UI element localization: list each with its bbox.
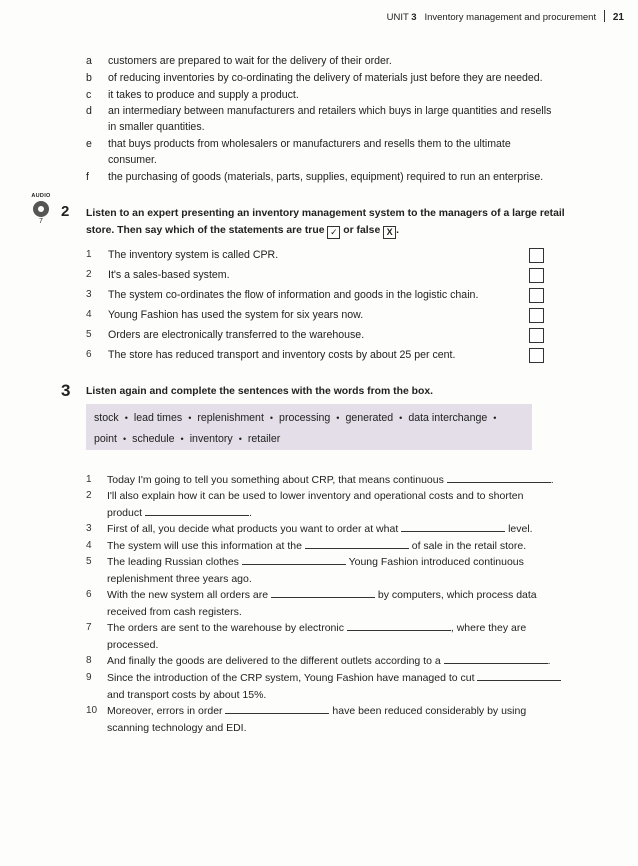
answer-blank[interactable]: [225, 703, 329, 714]
sentence-text: product: [107, 506, 145, 519]
audio-track-marker: [31, 193, 51, 225]
sentence-line: [107, 703, 526, 719]
sentence-number: 10: [86, 705, 98, 716]
sentence-number: 5: [86, 556, 92, 567]
definition-text: consumer.: [108, 154, 157, 166]
definition-letter: b: [86, 72, 92, 84]
word-box-word: data interchange: [408, 412, 488, 424]
sentence-number: 3: [86, 523, 92, 534]
sentence-number: 8: [86, 655, 92, 666]
sentence-text: Today I'm going to tell you something about CRP, that means continuous: [107, 474, 447, 486]
sentence-line: [107, 637, 158, 653]
answer-blank[interactable]: [305, 538, 409, 549]
sentence-text: Moreover, errors in order: [107, 705, 226, 717]
statement-number: 2: [86, 269, 92, 280]
answer-checkbox[interactable]: [529, 288, 544, 303]
sentence-line: [107, 472, 554, 488]
sentence-line: [107, 488, 523, 504]
sentence-line: [107, 720, 247, 736]
definition-text: an intermediary between manufacturers and retailers which buys in large quantities and resells: [108, 105, 552, 117]
word-box-word: replenishment: [197, 412, 264, 424]
sentence-text: by computers, which process data: [374, 589, 537, 601]
header-divider: [604, 10, 606, 22]
sentence-text: level.: [505, 523, 533, 535]
sentence-text: The orders are sent to the warehouse by electronic: [107, 622, 347, 634]
sentence-number: 1: [86, 474, 92, 485]
exercise-instruction: Listen again and complete the sentences with the words from the box.: [86, 386, 433, 397]
statement-text: Orders are electronically transferred to the warehouse.: [108, 329, 365, 341]
sentence-text: The leading Russian clothes: [107, 556, 242, 568]
sentence-line: [107, 670, 561, 686]
word-box-word: retailer: [247, 433, 281, 445]
answer-blank[interactable]: [444, 653, 548, 664]
word-box-line: [94, 412, 502, 424]
sentence-text: .: [547, 655, 551, 667]
statement-text: The system co-ordinates the flow of information and goods in the logistic chain.: [108, 289, 479, 301]
answer-checkbox[interactable]: [529, 248, 544, 263]
word-box-word: inventory: [189, 433, 233, 445]
sentence-line: [107, 653, 551, 669]
bullet-separator: •: [188, 413, 192, 423]
sentence-line: [107, 571, 252, 587]
definition-text: of reducing inventories by co-ordinating the delivery of materials just before they are needed.: [108, 72, 543, 84]
statement-text: The store has reduced transport and inventory costs by about 25 per cent.: [108, 349, 456, 361]
definition-text: it takes to produce and supply a product.: [108, 89, 299, 101]
sentence-line: [107, 538, 526, 554]
definition-text: that buys products from wholesalers or manufacturers and resells them to the ultimate: [108, 138, 511, 150]
sentence-text: processed.: [107, 638, 159, 651]
answer-blank[interactable]: [271, 587, 375, 598]
statement-text: It's a sales-based system.: [108, 269, 230, 281]
statement-number: 4: [86, 309, 92, 320]
sentence-text: of sale in the retail store.: [408, 540, 527, 552]
answer-blank[interactable]: [401, 521, 505, 532]
cd-icon: [33, 201, 49, 217]
answer-checkbox[interactable]: [529, 308, 544, 323]
true-tick-icon: ✓: [327, 226, 340, 239]
sentence-text: First of all, you decide what products you want to order at what: [107, 523, 402, 535]
page-number: 21: [612, 12, 624, 23]
sentence-number: 2: [86, 490, 92, 501]
statement-number: 1: [86, 249, 92, 260]
instruction-line: store. Then say which of the statements are true ✓ or false X .: [86, 225, 400, 237]
exercise-instruction: [86, 205, 596, 239]
sentence-text: The system will use this information at the: [107, 540, 305, 552]
sentence-text: .: [550, 474, 554, 486]
word-box-word: schedule: [132, 433, 175, 445]
statement-number: 6: [86, 349, 92, 360]
sentence-line: [107, 687, 266, 703]
sentence-line: [107, 620, 526, 636]
sentence-number: 9: [86, 672, 92, 683]
word-box-line: [94, 433, 280, 445]
sentence-text: Since the introduction of the CRP system, Young Fashion have managed to cut: [107, 672, 478, 684]
bullet-separator: •: [399, 413, 403, 423]
word-box-word: point: [94, 433, 117, 445]
answer-blank[interactable]: [447, 472, 551, 483]
statement-text: The inventory system is called CPR.: [108, 249, 279, 261]
sentence-text: have been reduced considerably by using: [329, 705, 527, 717]
sentence-text: Young Fashion introduced continuous: [345, 556, 524, 568]
bullet-separator: •: [336, 413, 340, 423]
sentence-text: , where they are: [450, 622, 527, 634]
definition-letter: c: [86, 89, 92, 101]
sentence-line: [107, 521, 533, 537]
word-box-word: lead times: [133, 412, 183, 424]
sentence-text: .: [248, 506, 252, 519]
audio-label: AUDIO: [31, 193, 51, 199]
definition-text: the purchasing of goods (materials, parts, supplies, equipment) required to run an enterprise.: [108, 171, 544, 183]
answer-blank[interactable]: [477, 670, 561, 681]
sentence-line: [107, 587, 537, 603]
sentence-text: replenishment three years ago.: [107, 572, 252, 585]
bullet-separator: •: [180, 434, 184, 444]
answer-blank[interactable]: [145, 505, 249, 516]
answer-checkbox[interactable]: [529, 328, 544, 343]
unit-label: UNIT 3: [386, 12, 417, 23]
sentence-text: and transport costs by about 15%.: [107, 688, 267, 701]
sentence-line: [107, 505, 252, 521]
answer-checkbox[interactable]: [529, 348, 544, 363]
answer-blank[interactable]: [347, 620, 451, 631]
exercise-number: 2: [61, 203, 70, 220]
statement-number: 3: [86, 289, 92, 300]
statement-number: 5: [86, 329, 92, 340]
answer-blank[interactable]: [242, 554, 346, 565]
word-box-word: stock: [94, 412, 119, 424]
sentence-text: With the new system all orders are: [107, 589, 271, 601]
running-header: [387, 10, 624, 23]
definition-letter: e: [86, 138, 92, 150]
word-box-word: processing: [279, 412, 331, 424]
bullet-separator: •: [124, 413, 128, 423]
bullet-separator: •: [269, 413, 274, 423]
statement-text: Young Fashion has used the system for six years now.: [108, 309, 364, 321]
word-box-word: generated: [345, 412, 394, 424]
answer-checkbox[interactable]: [529, 268, 544, 283]
word-box: [86, 404, 532, 450]
sentence-number: 6: [86, 589, 92, 600]
bullet-separator: •: [122, 434, 127, 444]
definition-letter: f: [86, 171, 89, 183]
definition-letter: d: [86, 105, 92, 117]
bullet-separator: •: [238, 434, 242, 444]
definition-letter: a: [86, 55, 92, 67]
sentence-text: I'll also explain how it can be used to lower inventory and operational costs and to shorten: [107, 490, 524, 502]
false-cross-icon: X: [383, 226, 396, 239]
exercise-number: 3: [61, 381, 71, 400]
definition-text: customers are prepared to wait for the delivery of their order.: [108, 55, 392, 67]
sentence-text: scanning technology and EDI.: [107, 721, 247, 734]
sentence-text: received from cash registers.: [107, 605, 242, 618]
sentence-number: 7: [86, 622, 92, 633]
definition-text: in smaller quantities.: [108, 121, 205, 133]
sentence-line: [107, 554, 524, 570]
sentence-text: And finally the goods are delivered to the different outlets according to a: [107, 655, 444, 667]
instruction-line: Listen to an expert presenting an inventory management system to the managers of a large retail: [86, 208, 565, 219]
chapter-title: Inventory management and procurement: [424, 12, 597, 23]
audio-track-number: 7: [39, 218, 43, 225]
sentence-line: [107, 604, 242, 620]
bullet-separator: •: [493, 413, 497, 423]
sentence-number: 4: [86, 540, 92, 551]
